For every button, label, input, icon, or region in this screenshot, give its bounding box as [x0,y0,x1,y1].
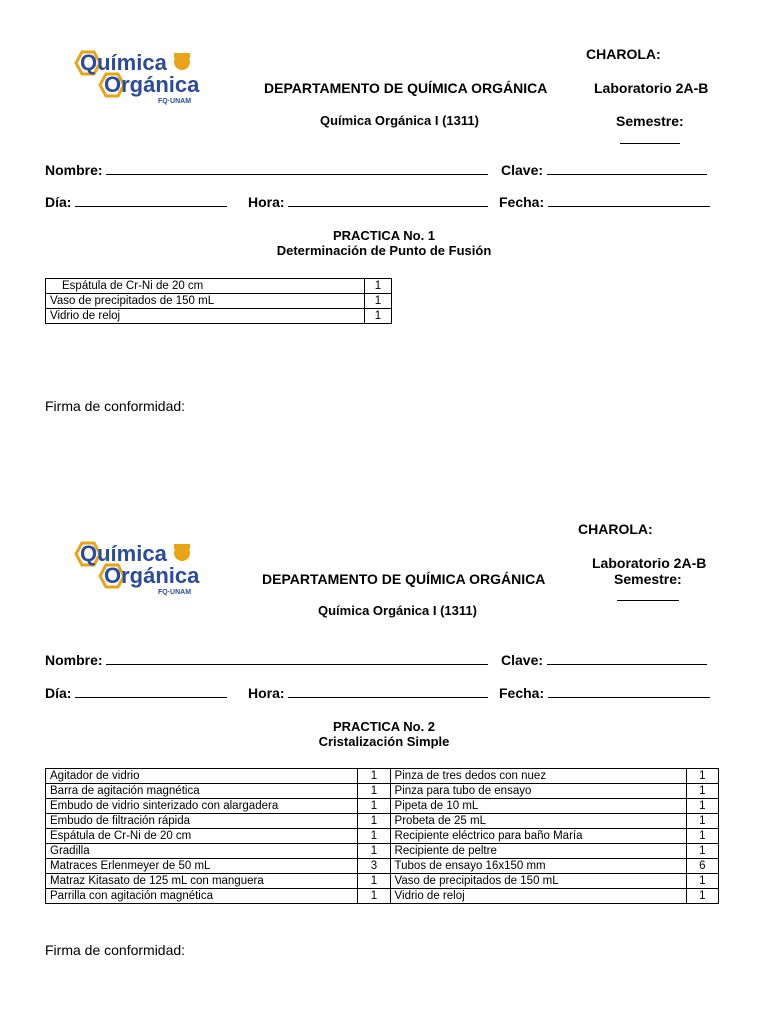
item-name: Parrilla con agitación magnética [46,889,358,904]
item-name: Recipiente eléctrico para baño María [390,829,686,844]
table-row [46,844,719,859]
firma-label: Firma de conformidad: [45,398,186,414]
practica-heading [234,719,534,749]
semestre-field[interactable] [617,589,679,601]
course-title: Química Orgánica I (1311) [318,603,477,618]
logo-text-organica: Orgánica [104,563,200,588]
item-name: Agitador de vidrio [46,769,358,784]
item-name: Pinza para tubo de ensayo [390,784,686,799]
table-row [46,874,719,889]
clave-row [501,162,707,178]
lab-label: Laboratorio 2A-B [594,80,709,96]
item-qty: 1 [358,769,390,784]
fecha-row [499,194,710,210]
item-name: Vaso de precipitados de 150 mL [46,294,365,309]
item-qty: 1 [358,829,390,844]
item-qty: 1 [358,784,390,799]
item-name: Vidrio de reloj [46,309,365,324]
fecha-field[interactable] [548,686,710,698]
item-name: Espátula de Cr-Ni de 20 cm [46,829,358,844]
fecha-label: Fecha: [499,685,545,701]
semestre-label: Semestre: [616,113,684,129]
semestre-field[interactable] [620,132,680,144]
fecha-row [499,685,710,701]
table-row [46,784,719,799]
logo-text-quimica: Química [80,541,167,566]
nombre-row [45,652,488,668]
practica-subtitle: Determinación de Punto de Fusión [276,243,492,258]
charola-label: CHAROLA: [586,46,661,62]
nombre-field[interactable] [106,653,488,665]
hora-label: Hora: [248,194,285,210]
table-row [46,769,719,784]
dia-field[interactable] [75,686,227,698]
item-qty: 1 [686,814,718,829]
item-name: Gradilla [46,844,358,859]
item-name: Barra de agitación magnética [46,784,358,799]
nombre-row [45,162,488,178]
dia-row [45,194,227,210]
department-title: DEPARTAMENTO DE QUÍMICA ORGÁNICA [264,80,548,96]
item-qty: 6 [686,859,718,874]
logo-text-quimica: Química [80,50,167,75]
clave-label: Clave: [501,162,544,178]
item-name: Matraces Erlenmeyer de 50 mL [46,859,358,874]
hora-row [248,685,488,701]
practica-number: PRACTICA No. 1 [332,228,436,243]
nombre-label: Nombre: [45,652,103,668]
table-row [46,294,392,309]
materials-table [45,768,719,904]
clave-field[interactable] [547,163,707,175]
item-qty: 1 [365,294,392,309]
item-name: Embudo de vidrio sinterizado con alargadera [46,799,358,814]
firma-label: Firma de conformidad: [45,942,186,958]
item-qty: 3 [358,859,390,874]
item-name: Tubos de ensayo 16x150 mm [390,859,686,874]
clave-row [501,652,707,668]
logo-subtext: FQ·UNAM [158,98,192,105]
item-qty: 1 [358,814,390,829]
item-qty: 1 [686,874,718,889]
dia-label: Día: [45,685,72,701]
nombre-label: Nombre: [45,162,103,178]
fecha-field[interactable] [548,195,710,207]
table-row [46,309,392,324]
table-row [46,859,719,874]
item-qty: 1 [686,889,718,904]
item-qty: 1 [358,844,390,859]
item-name: Embudo de filtración rápida [46,814,358,829]
item-name: Vaso de precipitados de 150 mL [390,874,686,889]
item-qty: 1 [686,784,718,799]
hora-field[interactable] [288,195,488,207]
fecha-label: Fecha: [499,194,545,210]
table-row [46,889,719,904]
table-row [46,279,392,294]
practica-heading [234,228,534,258]
item-qty: 1 [686,799,718,814]
item-name: Pinza de tres dedos con nuez [390,769,686,784]
item-qty: 1 [358,874,390,889]
item-qty: 1 [686,844,718,859]
hora-row [248,194,488,210]
item-name: Pipeta de 10 mL [390,799,686,814]
materials-table [45,278,392,324]
dia-row [45,685,227,701]
logo-text-organica: Orgánica [104,72,200,97]
item-qty: 1 [686,769,718,784]
item-qty: 1 [358,889,390,904]
item-name: Recipiente de peltre [390,844,686,859]
dia-field[interactable] [75,195,227,207]
item-name: Matraz Kitasato de 125 mL con manguera [46,874,358,889]
clave-label: Clave: [501,652,544,668]
practica-number: PRACTICA No. 2 [332,719,436,734]
item-name: Espátula de Cr-Ni de 20 cm [46,279,365,294]
hora-label: Hora: [248,685,285,701]
table-row [46,814,719,829]
clave-field[interactable] [547,653,707,665]
table-row [46,799,719,814]
nombre-field[interactable] [106,163,488,175]
item-qty: 1 [365,309,392,324]
department-title: DEPARTAMENTO DE QUÍMICA ORGÁNICA [262,571,546,587]
dia-label: Día: [45,194,72,210]
item-name: Probeta de 25 mL [390,814,686,829]
item-qty: 1 [358,799,390,814]
item-qty: 1 [365,279,392,294]
charola-label: CHAROLA: [578,521,653,537]
hora-field[interactable] [288,686,488,698]
logo [72,541,202,603]
item-qty: 1 [686,829,718,844]
semestre-label: Semestre: [614,571,682,587]
item-name: Vidrio de reloj [390,889,686,904]
table-row [46,829,719,844]
practica-subtitle: Cristalización Simple [318,734,450,749]
course-title: Química Orgánica I (1311) [320,113,479,128]
logo [72,50,202,112]
lab-label: Laboratorio 2A-B [592,555,707,571]
logo-subtext: FQ·UNAM [158,589,192,596]
